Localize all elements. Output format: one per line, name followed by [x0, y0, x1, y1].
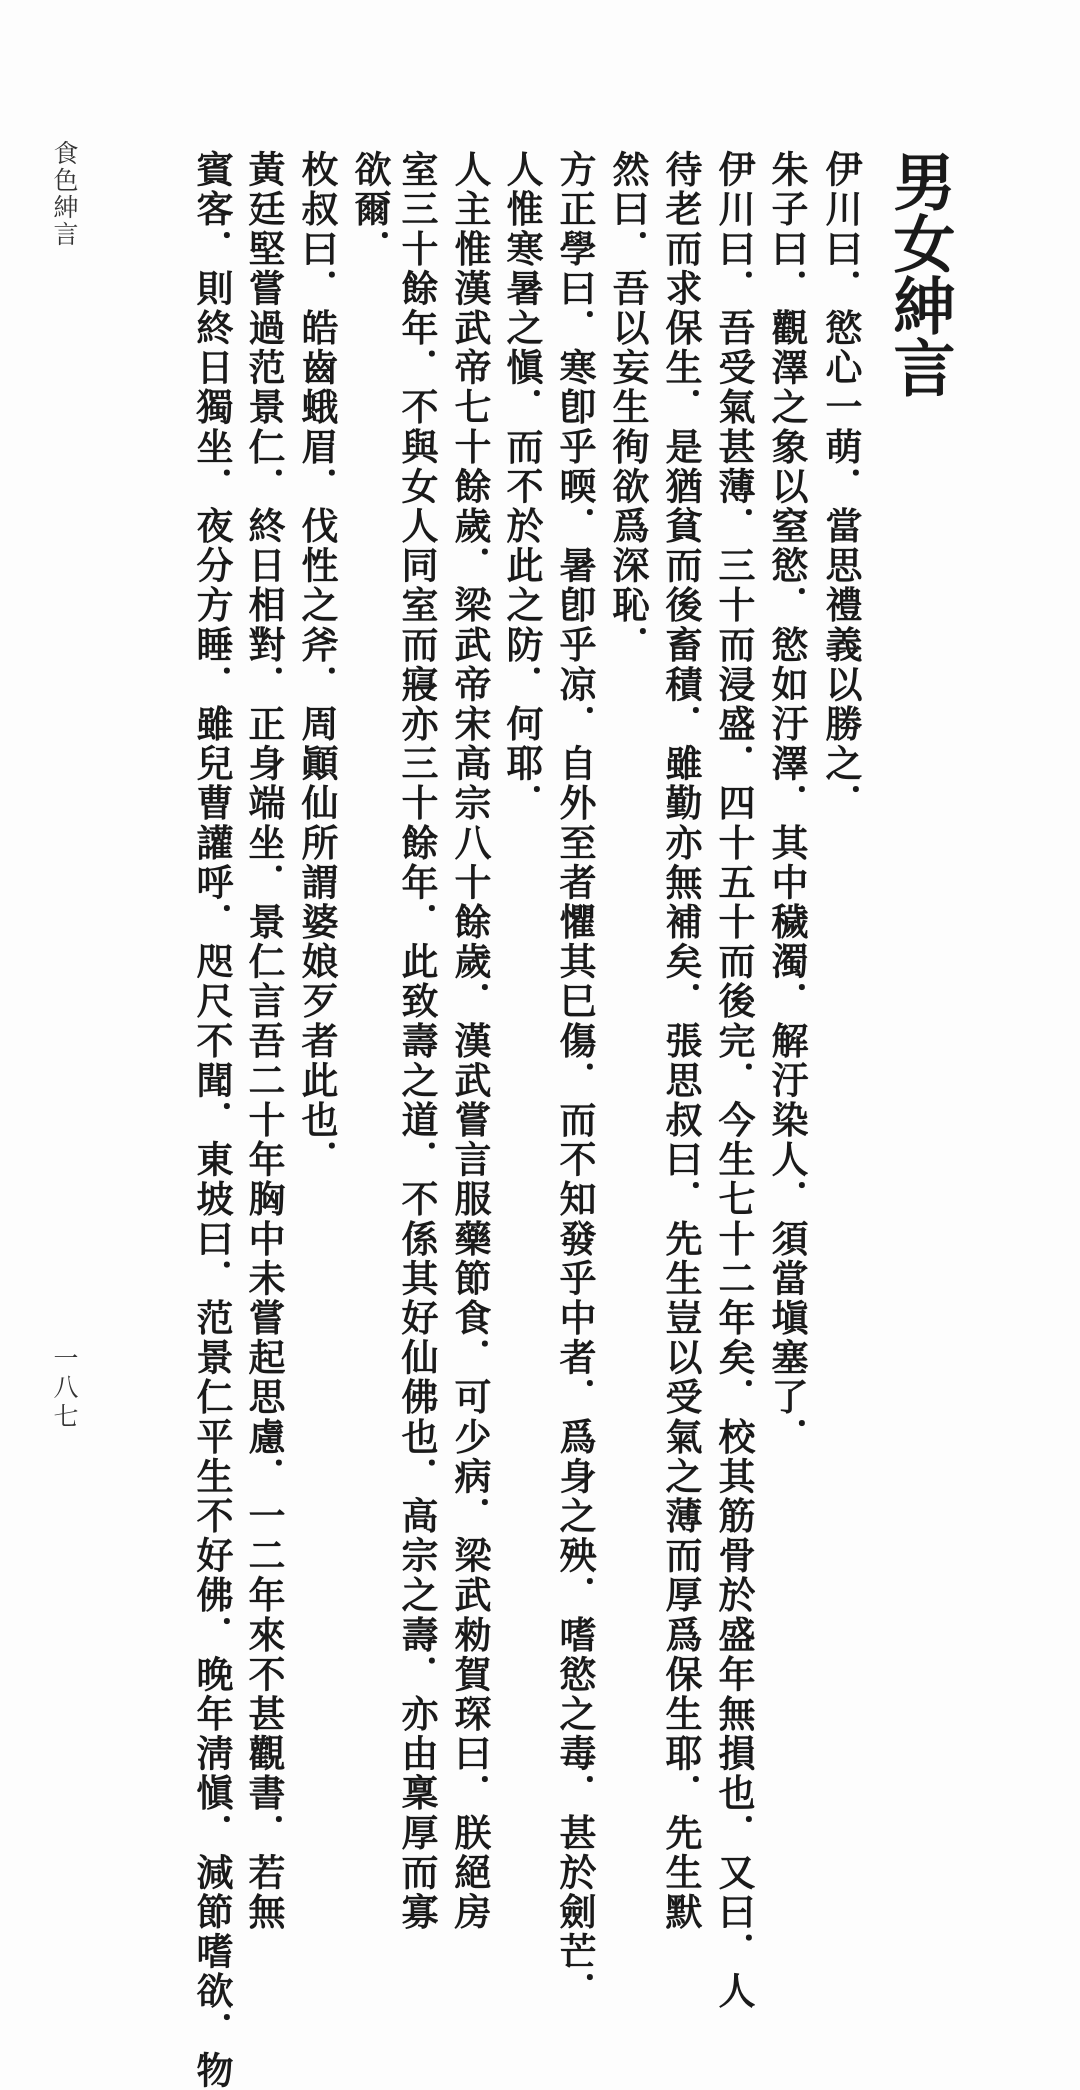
text-column: 朱子曰．觀澤之象以窒慾．慾如汙澤．其中穢濁．解汙染人．須當塡塞了．: [765, 150, 809, 1457]
text-column: 伊川曰．吾受氣甚薄．三十而浸盛．四十五十而後完．今生七十二年矣．校其筋骨於盛年無損也．又曰．人: [712, 150, 756, 2012]
text-column: 黃廷堅嘗過范景仁．終日相對．正身端坐．景仁言吾二十年胸中未嘗起思慮．一二年來不甚觀書．若無: [242, 150, 286, 1932]
text-column: 伊川曰．慾心一萌．當思禮義以勝之．: [819, 150, 863, 824]
text-column: 室三十餘年．不與女人同室而寢亦三十餘年．此致壽之道．不係其好仙佛也．高宗之壽．亦由稟厚而寡: [395, 150, 439, 1932]
running-head: 食色紳言: [50, 140, 79, 248]
section-title: 男女紳言: [883, 150, 956, 398]
text-column: 枚叔曰．皓齒蛾眉．伐性之斧．周顚仙所謂婆娘歹者此也．: [295, 150, 339, 1180]
text-column: 待老而求保生．是猶貧而後畜積．雖勤亦無補矣．張思叔曰．先生豈以受氣之薄而厚爲保生耶．先生默: [659, 150, 703, 1932]
text-column: 賓客．則終日獨坐．夜分方睡．雖兒曹讙呼．咫尺不聞．東坡曰．范景仁平生不好佛．晚年淸愼．減節嗜欲．物: [190, 150, 234, 2090]
text-column: 人主惟漢武帝七十餘歲．梁武帝宋高宗八十餘歲．漢武嘗言服藥節食．可少病．梁武勑賀琛曰．朕絕房: [448, 150, 492, 1932]
text-column: 方正學曰．寒卽乎㬉．暑卽乎凉．自外至者懼其巳傷．而不知發乎中者．爲身之殃．嗜慾之毒．甚於劍芒．: [553, 150, 597, 2012]
page-number: 一八七: [50, 1345, 79, 1432]
text-column: 然曰．吾以妄生徇欲爲深恥．: [606, 150, 650, 665]
text-column: 人惟寒暑之愼．而不於此之防．何耶．: [500, 150, 544, 824]
text-column: 欲爾．: [348, 150, 392, 269]
